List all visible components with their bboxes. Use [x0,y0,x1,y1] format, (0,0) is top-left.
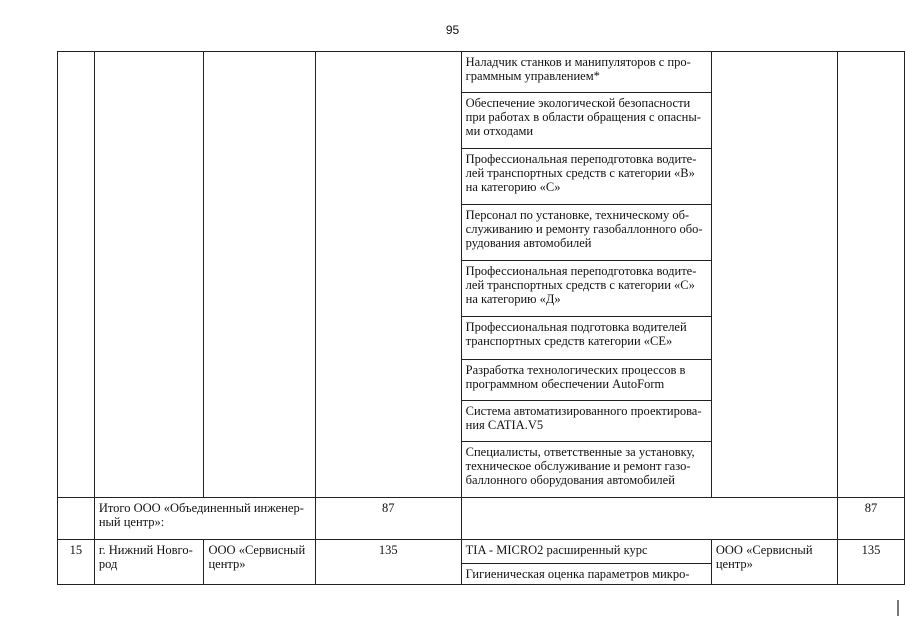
page-number: 95 [445,23,460,37]
row-index: 15 [58,540,95,585]
course-cell: Наладчик станков и манипуляторов с про-граммным управлением* [461,52,711,93]
course-cell: Разработка технологических процессов в программном обеспечении AutoForm [461,360,711,401]
course-cell: Гигиеническая оценка параметров микро- [461,564,711,585]
row-count-right: 135 [837,540,904,585]
course-cell: TIA - MICRO2 расширенный курс [461,540,711,564]
scan-margin-mark [897,600,899,616]
programs-table [57,51,905,585]
cell-provider-empty [711,52,837,498]
cell-city-empty [94,52,204,498]
total-count-left: 87 [315,498,461,540]
total-row [58,498,905,540]
row-city: г. Нижний Новго-род [94,540,204,585]
total-index-empty [58,498,95,540]
course-cell: Профессиональная подготовка водителей транспортных средств категории «СЕ» [461,317,711,360]
total-empty [461,498,837,540]
cell-org-empty [204,52,315,498]
table-row [58,540,905,564]
course-cell: Система автоматизированного проектирова-ния CATIA.V5 [461,401,711,442]
course-cell: Профессиональная переподготовка водите-лей транспортных средств с категории «В» на категорию «С» [461,149,711,205]
row-org: ООО «Сервисный центр» [204,540,315,585]
course-cell: Обеспечение экологической безопасности при работах в области обращения с опасны-ми отходами [461,93,711,149]
cell-index-empty [58,52,95,498]
cell-count-right-empty [837,52,904,498]
row-count-left: 135 [315,540,461,585]
cell-count-empty [315,52,461,498]
total-count-right: 87 [837,498,904,540]
course-cell: Профессиональная переподготовка водите-лей транспортных средств с категории «С» на категорию «Д» [461,261,711,317]
row-provider: ООО «Сервисный центр» [711,540,837,585]
table-row [58,52,905,93]
course-cell: Специалисты, ответственные за установку, техническое обслуживание и ремонт газо-баллонного оборудования автомобилей [461,442,711,498]
total-label: Итого ООО «Объединенный инженер-ный центр»: [94,498,315,540]
course-cell: Персонал по установке, техническому об-служиванию и ремонту газобаллонного обо-рудования автомобилей [461,205,711,261]
